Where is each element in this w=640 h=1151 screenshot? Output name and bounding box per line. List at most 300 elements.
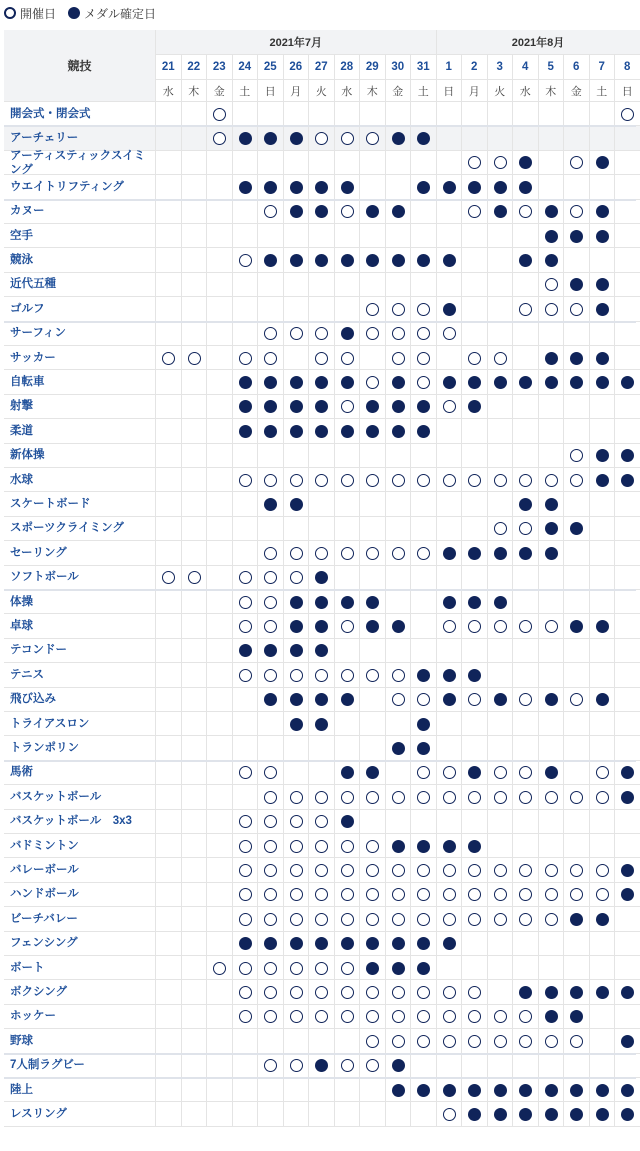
- schedule-cell: [335, 175, 361, 199]
- open-circle-icon: [545, 278, 558, 291]
- open-circle-icon: [366, 791, 379, 804]
- schedule-cell: [411, 126, 437, 150]
- schedule-cell: [258, 834, 284, 858]
- schedule-cell: [335, 883, 361, 907]
- schedule-cell: [539, 1078, 565, 1102]
- day-number: 28: [335, 55, 361, 80]
- schedule-cell: [284, 688, 310, 712]
- schedule-cell: [233, 614, 259, 638]
- sport-name[interactable]: 体操: [4, 590, 156, 614]
- schedule-cell: [539, 883, 565, 907]
- open-circle-icon: [596, 888, 609, 901]
- medal-dot-icon: [239, 400, 252, 413]
- schedule-cell: [488, 200, 514, 224]
- schedule-cell: [207, 614, 233, 638]
- schedule-cell: [284, 126, 310, 150]
- schedule-cell: [207, 1029, 233, 1053]
- sport-name[interactable]: アーチェリー: [4, 126, 156, 150]
- sport-name[interactable]: 新体操: [4, 444, 156, 468]
- schedule-cell: [182, 663, 208, 687]
- open-circle-icon: [239, 864, 252, 877]
- schedule-cell: [207, 541, 233, 565]
- open-circle-icon: [570, 156, 583, 169]
- schedule-cell: [156, 736, 182, 760]
- medal-dot-icon: [621, 474, 634, 487]
- schedule-cell: [539, 566, 565, 590]
- schedule-cell: [488, 297, 514, 321]
- schedule-cell: [590, 273, 616, 297]
- schedule-cell: [437, 566, 463, 590]
- medal-dot-icon: [290, 498, 303, 511]
- schedule-cell: [258, 810, 284, 834]
- sport-name[interactable]: 卓球: [4, 614, 156, 638]
- weekday: 金: [386, 80, 412, 102]
- schedule-cell: [564, 980, 590, 1004]
- medal-dot-icon: [443, 254, 456, 267]
- schedule-cell: [590, 248, 616, 272]
- open-circle-icon: [545, 791, 558, 804]
- sport-name[interactable]: 野球: [4, 1029, 156, 1053]
- open-circle-icon: [290, 1010, 303, 1023]
- sport-name[interactable]: 空手: [4, 224, 156, 248]
- open-circle-icon: [545, 864, 558, 877]
- schedule-cell: [564, 956, 590, 980]
- schedule-cell: [360, 175, 386, 199]
- sport-name[interactable]: トランポリン: [4, 736, 156, 760]
- open-circle-icon: [239, 620, 252, 633]
- sport-name[interactable]: トライアスロン: [4, 712, 156, 736]
- schedule-cell: [462, 566, 488, 590]
- sport-name[interactable]: アーティスティックスイミング: [4, 151, 156, 175]
- open-circle-icon: [545, 474, 558, 487]
- sport-name[interactable]: ボート: [4, 956, 156, 980]
- schedule-cell: [615, 370, 640, 394]
- schedule-cell: [513, 151, 539, 175]
- schedule-cell: [488, 224, 514, 248]
- medal-dot-icon: [621, 864, 634, 877]
- sport-name[interactable]: バスケットボール 3x3: [4, 810, 156, 834]
- schedule-cell: [182, 810, 208, 834]
- schedule-cell: [233, 736, 259, 760]
- medal-dot-icon: [315, 400, 328, 413]
- group-divider: [4, 589, 636, 591]
- schedule-cell: [615, 322, 640, 346]
- schedule-cell: [284, 175, 310, 199]
- sport-name[interactable]: ビーチバレー: [4, 907, 156, 931]
- schedule-cell: [156, 175, 182, 199]
- open-circle-icon: [341, 1059, 354, 1072]
- schedule-cell: [462, 322, 488, 346]
- schedule-cell: [462, 224, 488, 248]
- schedule-cell: [411, 395, 437, 419]
- schedule-cell: [462, 492, 488, 516]
- schedule-cell: [437, 395, 463, 419]
- schedule-cell: [309, 1078, 335, 1102]
- schedule-cell: [411, 1054, 437, 1078]
- open-circle-icon: [290, 986, 303, 999]
- open-circle-icon: [443, 400, 456, 413]
- schedule-cell: [386, 517, 412, 541]
- schedule-cell: [462, 200, 488, 224]
- weekday: 水: [156, 80, 182, 102]
- schedule-cell: [539, 419, 565, 443]
- schedule-cell: [564, 126, 590, 150]
- sport-name[interactable]: ハンドボール: [4, 883, 156, 907]
- medal-dot-icon: [315, 937, 328, 950]
- schedule-cell: [360, 517, 386, 541]
- schedule-cell: [564, 151, 590, 175]
- sport-name[interactable]: テニス: [4, 663, 156, 687]
- open-circle-icon: [443, 986, 456, 999]
- schedule-cell: [564, 761, 590, 785]
- schedule-cell: [411, 248, 437, 272]
- schedule-cell: [258, 126, 284, 150]
- open-circle-icon: [417, 766, 430, 779]
- schedule-cell: [590, 956, 616, 980]
- medal-dot-icon: [366, 937, 379, 950]
- schedule-cell: [284, 1078, 310, 1102]
- schedule-cell: [207, 688, 233, 712]
- schedule-cell: [207, 712, 233, 736]
- schedule-cell: [615, 419, 640, 443]
- open-circle-icon: [468, 205, 481, 218]
- schedule-cell: [539, 907, 565, 931]
- schedule-cell: [258, 590, 284, 614]
- sport-name[interactable]: フェンシング: [4, 932, 156, 956]
- schedule-cell: [182, 932, 208, 956]
- open-circle-icon: [290, 571, 303, 584]
- schedule-cell: [590, 1054, 616, 1078]
- schedule-cell: [207, 102, 233, 126]
- schedule-cell: [513, 566, 539, 590]
- schedule-cell: [462, 761, 488, 785]
- sport-name[interactable]: スケートボード: [4, 492, 156, 516]
- schedule-cell: [462, 395, 488, 419]
- schedule-cell: [284, 566, 310, 590]
- day-number: 21: [156, 55, 182, 80]
- medal-dot-icon: [290, 376, 303, 389]
- medal-dot-icon: [468, 1108, 481, 1121]
- medal-dot-icon: [596, 352, 609, 365]
- sport-name[interactable]: セーリング: [4, 541, 156, 565]
- schedule-cell: [539, 224, 565, 248]
- schedule-cell: [539, 980, 565, 1004]
- schedule-cell: [309, 663, 335, 687]
- medal-dot-icon: [596, 474, 609, 487]
- schedule-cell: [615, 761, 640, 785]
- schedule-cell: [233, 1078, 259, 1102]
- medal-dot-icon: [290, 400, 303, 413]
- open-circle-icon: [315, 913, 328, 926]
- schedule-cell: [462, 1102, 488, 1126]
- schedule-cell: [207, 444, 233, 468]
- schedule-cell: [360, 1102, 386, 1126]
- open-circle-icon: [264, 205, 277, 218]
- schedule-cell: [258, 1102, 284, 1126]
- schedule-cell: [207, 1078, 233, 1102]
- schedule-cell: [284, 1102, 310, 1126]
- medal-dot-icon: [315, 254, 328, 267]
- schedule-cell: [207, 419, 233, 443]
- schedule-cell: [539, 517, 565, 541]
- schedule-cell: [360, 785, 386, 809]
- schedule-cell: [386, 1078, 412, 1102]
- schedule-cell: [360, 492, 386, 516]
- schedule-cell: [258, 785, 284, 809]
- schedule-cell: [564, 810, 590, 834]
- schedule-cell: [284, 297, 310, 321]
- medal-dot-icon: [264, 254, 277, 267]
- schedule-cell: [182, 1005, 208, 1029]
- open-circle-icon: [494, 352, 507, 365]
- open-circle-icon: [213, 962, 226, 975]
- sport-name[interactable]: ホッケー: [4, 1005, 156, 1029]
- medal-dot-icon: [366, 400, 379, 413]
- schedule-cell: [258, 1029, 284, 1053]
- sport-name[interactable]: テコンドー: [4, 639, 156, 663]
- medal-dot-icon: [519, 498, 532, 511]
- schedule-cell: [462, 541, 488, 565]
- schedule-cell: [437, 736, 463, 760]
- schedule-cell: [386, 736, 412, 760]
- schedule-cell: [284, 200, 310, 224]
- sport-name[interactable]: バドミントン: [4, 834, 156, 858]
- open-circle-icon: [264, 986, 277, 999]
- open-circle-icon: [443, 474, 456, 487]
- sport-name[interactable]: 射撃: [4, 395, 156, 419]
- schedule-cell: [233, 785, 259, 809]
- schedule-cell: [513, 175, 539, 199]
- schedule-cell: [360, 151, 386, 175]
- medal-dot-icon: [596, 156, 609, 169]
- sport-name[interactable]: スポーツクライミング: [4, 517, 156, 541]
- day-number: 2: [462, 55, 488, 80]
- medal-dot-icon: [341, 937, 354, 950]
- medal-dot-icon: [443, 547, 456, 560]
- schedule-cell: [309, 590, 335, 614]
- schedule-cell: [258, 370, 284, 394]
- medal-dot-icon: [443, 1084, 456, 1097]
- schedule-cell: [488, 322, 514, 346]
- schedule-cell: [182, 200, 208, 224]
- schedule-cell: [309, 346, 335, 370]
- schedule-cell: [233, 224, 259, 248]
- schedule-cell: [462, 858, 488, 882]
- schedule-cell: [411, 492, 437, 516]
- medal-dot-icon: [290, 693, 303, 706]
- schedule-cell: [309, 224, 335, 248]
- schedule-cell: [386, 126, 412, 150]
- legend-medal-label: メダル確定日: [84, 6, 157, 21]
- sport-column-header: 競技: [4, 30, 156, 102]
- schedule-cell: [539, 810, 565, 834]
- open-circle-icon: [341, 132, 354, 145]
- medal-dot-icon: [264, 644, 277, 657]
- schedule-cell: [488, 639, 514, 663]
- schedule-cell: [156, 761, 182, 785]
- schedule-cell: [513, 1078, 539, 1102]
- schedule-cell: [233, 1005, 259, 1029]
- sport-name[interactable]: ゴルフ: [4, 297, 156, 321]
- sport-name[interactable]: 近代五種: [4, 273, 156, 297]
- medal-dot-icon: [290, 425, 303, 438]
- sport-name[interactable]: ウエイトリフティング: [4, 175, 156, 199]
- schedule-cell: [386, 224, 412, 248]
- open-circle-icon: [570, 449, 583, 462]
- open-circle-icon: [519, 864, 532, 877]
- sport-name[interactable]: 陸上: [4, 1078, 156, 1102]
- schedule-cell: [207, 858, 233, 882]
- schedule-cell: [539, 614, 565, 638]
- schedule-cell: [590, 492, 616, 516]
- schedule-cell: [488, 614, 514, 638]
- schedule-cell: [309, 932, 335, 956]
- schedule-cell: [564, 1078, 590, 1102]
- schedule-cell: [590, 907, 616, 931]
- sport-name[interactable]: 水球: [4, 468, 156, 492]
- schedule-cell: [284, 492, 310, 516]
- medal-dot-icon: [239, 132, 252, 145]
- sport-name[interactable]: 馬術: [4, 761, 156, 785]
- schedule-cell: [488, 590, 514, 614]
- sport-name[interactable]: ソフトボール: [4, 566, 156, 590]
- open-circle-icon: [443, 1010, 456, 1023]
- medal-dot-icon: [264, 498, 277, 511]
- schedule-cell: [437, 175, 463, 199]
- schedule-cell: [488, 1005, 514, 1029]
- schedule-cell: [233, 834, 259, 858]
- schedule-cell: [437, 224, 463, 248]
- schedule-cell: [615, 297, 640, 321]
- schedule-cell: [182, 834, 208, 858]
- medal-dot-icon: [315, 205, 328, 218]
- sport-name[interactable]: 競泳: [4, 248, 156, 272]
- open-circle-icon: [315, 327, 328, 340]
- schedule-cell: [182, 785, 208, 809]
- schedule-cell: [233, 322, 259, 346]
- schedule-cell: [207, 980, 233, 1004]
- sport-name[interactable]: サッカー: [4, 346, 156, 370]
- open-circle-icon: [443, 888, 456, 901]
- schedule-cell: [335, 1005, 361, 1029]
- sport-name[interactable]: カヌー: [4, 200, 156, 224]
- open-circle-icon: [315, 815, 328, 828]
- open-circle-icon: [417, 693, 430, 706]
- schedule-cell: [386, 1102, 412, 1126]
- medal-dot-icon: [315, 425, 328, 438]
- schedule-cell: [564, 200, 590, 224]
- schedule-cell: [437, 932, 463, 956]
- sport-name[interactable]: 飛び込み: [4, 688, 156, 712]
- schedule-cell: [233, 126, 259, 150]
- schedule-cell: [437, 151, 463, 175]
- schedule-cell: [335, 712, 361, 736]
- open-circle-icon: [417, 474, 430, 487]
- sport-name[interactable]: サーフィン: [4, 322, 156, 346]
- weekday: 月: [462, 80, 488, 102]
- schedule-cell: [207, 248, 233, 272]
- schedule-cell: [411, 639, 437, 663]
- schedule-cell: [411, 907, 437, 931]
- open-circle-icon: [162, 352, 175, 365]
- open-circle-icon: [264, 864, 277, 877]
- medal-dot-icon: [519, 254, 532, 267]
- schedule-cell: [284, 468, 310, 492]
- open-circle-icon: [290, 913, 303, 926]
- open-circle-icon: [570, 474, 583, 487]
- schedule-cell: [207, 590, 233, 614]
- open-circle-icon: [596, 766, 609, 779]
- schedule-cell: [258, 224, 284, 248]
- schedule-cell: [258, 907, 284, 931]
- legend-open-label: 開催日: [20, 6, 57, 21]
- schedule-cell: [488, 980, 514, 1004]
- medal-dot-icon: [417, 742, 430, 755]
- medal-dot-icon: [366, 766, 379, 779]
- sport-name[interactable]: ボクシング: [4, 980, 156, 1004]
- schedule-cell: [386, 322, 412, 346]
- schedule-cell: [233, 932, 259, 956]
- schedule-cell: [462, 102, 488, 126]
- schedule-cell: [258, 1054, 284, 1078]
- medal-dot-icon: [264, 425, 277, 438]
- schedule-cell: [156, 980, 182, 1004]
- medal-dot-icon: [417, 1084, 430, 1097]
- sport-name[interactable]: バスケットボール: [4, 785, 156, 809]
- medal-dot-icon: [392, 620, 405, 633]
- open-circle-icon: [239, 669, 252, 682]
- schedule-cell: [513, 248, 539, 272]
- schedule-cell: [386, 883, 412, 907]
- schedule-cell: [564, 444, 590, 468]
- schedule-cell: [564, 1054, 590, 1078]
- medal-dot-icon: [494, 1084, 507, 1097]
- schedule-cell: [513, 1029, 539, 1053]
- medal-dot-icon: [417, 132, 430, 145]
- open-circle-icon: [213, 132, 226, 145]
- schedule-cell: [360, 761, 386, 785]
- schedule-cell: [156, 517, 182, 541]
- schedule-cell: [284, 273, 310, 297]
- schedule-cell: [564, 1102, 590, 1126]
- sport-name[interactable]: 自転車: [4, 370, 156, 394]
- schedule-cell: [488, 1102, 514, 1126]
- sport-name[interactable]: レスリング: [4, 1102, 156, 1126]
- open-circle-icon: [519, 474, 532, 487]
- schedule-cell: [462, 1054, 488, 1078]
- schedule-cell: [182, 639, 208, 663]
- schedule-cell: [615, 151, 640, 175]
- schedule-cell: [462, 1029, 488, 1053]
- schedule-cell: [309, 1054, 335, 1078]
- schedule-cell: [539, 346, 565, 370]
- schedule-cell: [539, 834, 565, 858]
- weekday: 水: [513, 80, 539, 102]
- schedule-cell: [386, 810, 412, 834]
- sport-name[interactable]: 開会式・閉会式: [4, 102, 156, 126]
- schedule-cell: [462, 273, 488, 297]
- schedule-cell: [207, 224, 233, 248]
- medal-dot-icon: [596, 693, 609, 706]
- schedule-cell: [360, 883, 386, 907]
- schedule-cell: [360, 1054, 386, 1078]
- schedule-cell: [335, 200, 361, 224]
- sport-name[interactable]: 7人制ラグビー: [4, 1054, 156, 1078]
- schedule-cell: [590, 785, 616, 809]
- schedule-cell: [284, 541, 310, 565]
- sport-name[interactable]: 柔道: [4, 419, 156, 443]
- sport-name[interactable]: バレーボール: [4, 858, 156, 882]
